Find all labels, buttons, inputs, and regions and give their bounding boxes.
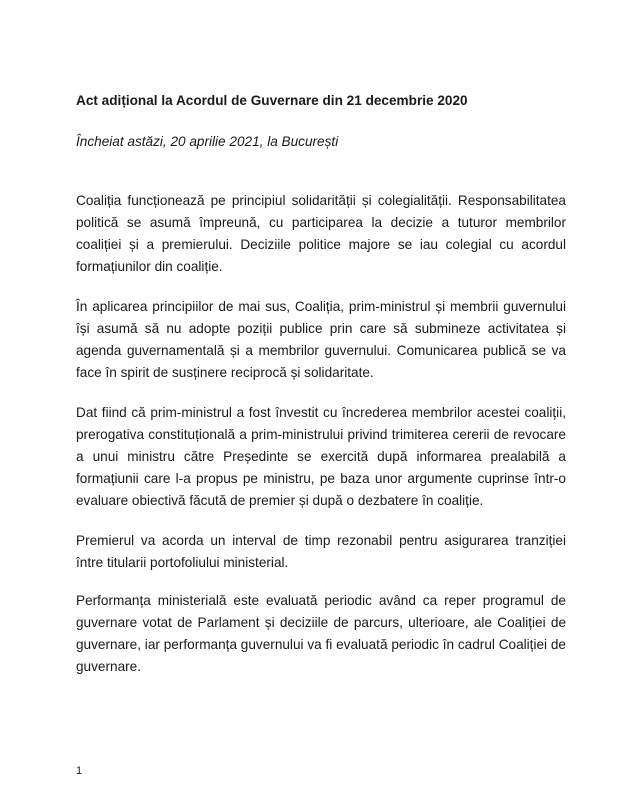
paragraph-performance: Performanța ministerială este evaluată periodic având ca reper programul de guvernare votat de Parlament și deciziile de parcurs, ulterioare, ale Coaliției de guvernare, iar performanța guvernului va fi evaluată periodic în cadrul Coaliției de guvernare. <box>76 593 566 674</box>
paragraph-transition: Premierul va acorda un interval de timp rezonabil pentru asigurarea tranziției între titularii portofoliului ministerial. <box>76 533 566 570</box>
paragraph-minister-revocation: Dat fiind că prim-ministrul a fost învestit cu încrederea membrilor acestei coaliții, prerogativa constituțională a prim-ministrului privind trimiterea cererii de revocare a unui ministru către Președinte se exercită după informarea prealabilă a formațiunii care l-a propus pe ministru, pe baza unor argumente cuprinse într-o evaluare obiectivă făcută de premier și după o dezbatere în coaliție. <box>76 405 566 508</box>
paragraph-public-positions: În aplicarea principiilor de mai sus, Coaliția, prim-ministrul și membrii guvernului își asumă să nu adopte poziții publice prin care să submineze activitatea și agenda guvernamentală și a membrilor guvernului. Comunicarea publică se va face în spirit de susținere reciprocă și solidaritate. <box>76 299 566 380</box>
page-number: 1 <box>76 765 83 777</box>
paragraph-solidarity: Coaliția funcționează pe principiul solidarității și colegialității. Responsabilitatea politică se asumă împreună, cu participarea la decizie a tuturor membrilor coaliției și a premierului. Deciziile politice majore se iau colegial cu acordul formațiunilor din coaliție. <box>76 193 566 274</box>
document-title: Act adițional la Acordul de Guvernare din 21 decembrie 2020 <box>76 93 468 108</box>
document-subtitle: Încheiat astăzi, 20 aprilie 2021, la București <box>76 134 339 149</box>
